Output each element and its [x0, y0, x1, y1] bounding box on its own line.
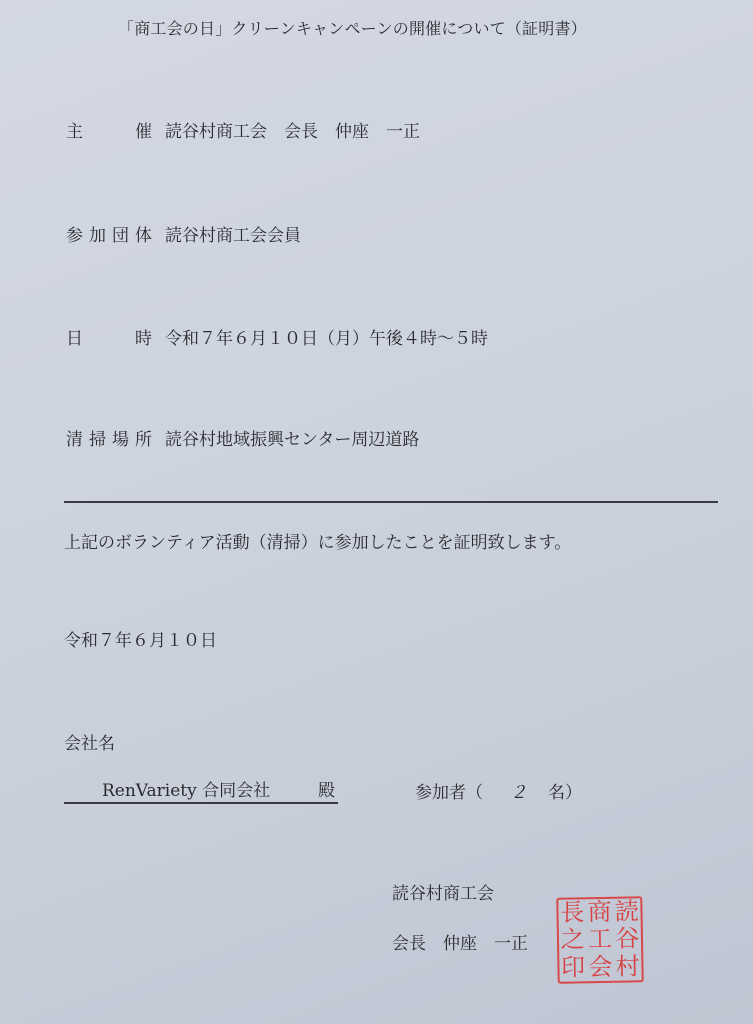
- participants-group-label-char: 参: [66, 226, 83, 246]
- honorific: 殿: [318, 781, 335, 801]
- organizer-label: [66, 121, 152, 143]
- seal-char: 之: [560, 925, 585, 955]
- participant-count-prefix: 参加者（: [415, 783, 483, 803]
- company-label: 会社名: [64, 734, 115, 754]
- issuer-title-name: 会長 仲座 一正: [392, 934, 528, 954]
- datetime-label-char: 日: [66, 329, 83, 349]
- company-name: RenVariety 合同会社: [102, 781, 271, 801]
- participants-group-label-char: 団: [112, 226, 129, 246]
- participants-group-label-char: 体: [135, 226, 152, 246]
- company-underline: [64, 802, 338, 804]
- issuer-organization: 読谷村商工会: [392, 884, 494, 904]
- location-value: 読谷村地域振興センター周辺道路: [165, 430, 420, 450]
- datetime-label: [66, 328, 152, 350]
- location-label-char: 掃: [89, 430, 106, 450]
- issue-date: 令和７年６月１０日: [64, 631, 217, 651]
- location-label-char: 場: [112, 430, 129, 450]
- seal-char: 印: [560, 952, 586, 982]
- seal-char: 工: [587, 925, 613, 954]
- location-label-char: 清: [66, 430, 83, 450]
- seal-char: 会: [588, 952, 613, 981]
- organizer-label-char: 主: [66, 122, 83, 142]
- seal-char: 村: [615, 951, 641, 981]
- participants-group-value: 読谷村商工会会員: [165, 226, 301, 246]
- datetime-value: 令和７年６月１０日（月）午後４時～５時: [165, 329, 488, 349]
- organizer-label-char: 催: [135, 122, 152, 142]
- participants-group-label: [66, 225, 152, 247]
- datetime-label-char: 時: [135, 329, 152, 349]
- location-label: [66, 429, 152, 451]
- seal-char: 谷: [615, 924, 640, 954]
- organizer-value: 読谷村商工会 会長 仲座 一正: [165, 122, 420, 142]
- seal-char: 長: [559, 898, 585, 927]
- participant-count-value: ２: [510, 783, 527, 803]
- participants-group-label-char: 加: [89, 226, 106, 246]
- certification-statement: 上記のボランティア活動（清掃）に参加したことを証明致します。: [64, 533, 572, 553]
- official-seal-stamp: [556, 896, 643, 983]
- seal-char: 読: [614, 897, 640, 926]
- location-label-char: 所: [135, 430, 152, 450]
- seal-char: 商: [587, 897, 612, 927]
- section-divider: [64, 501, 718, 503]
- document-title: 「商工会の日」クリーンキャンペーンの開催について（証明書）: [118, 19, 587, 38]
- participant-count-suffix: 名）: [548, 783, 582, 803]
